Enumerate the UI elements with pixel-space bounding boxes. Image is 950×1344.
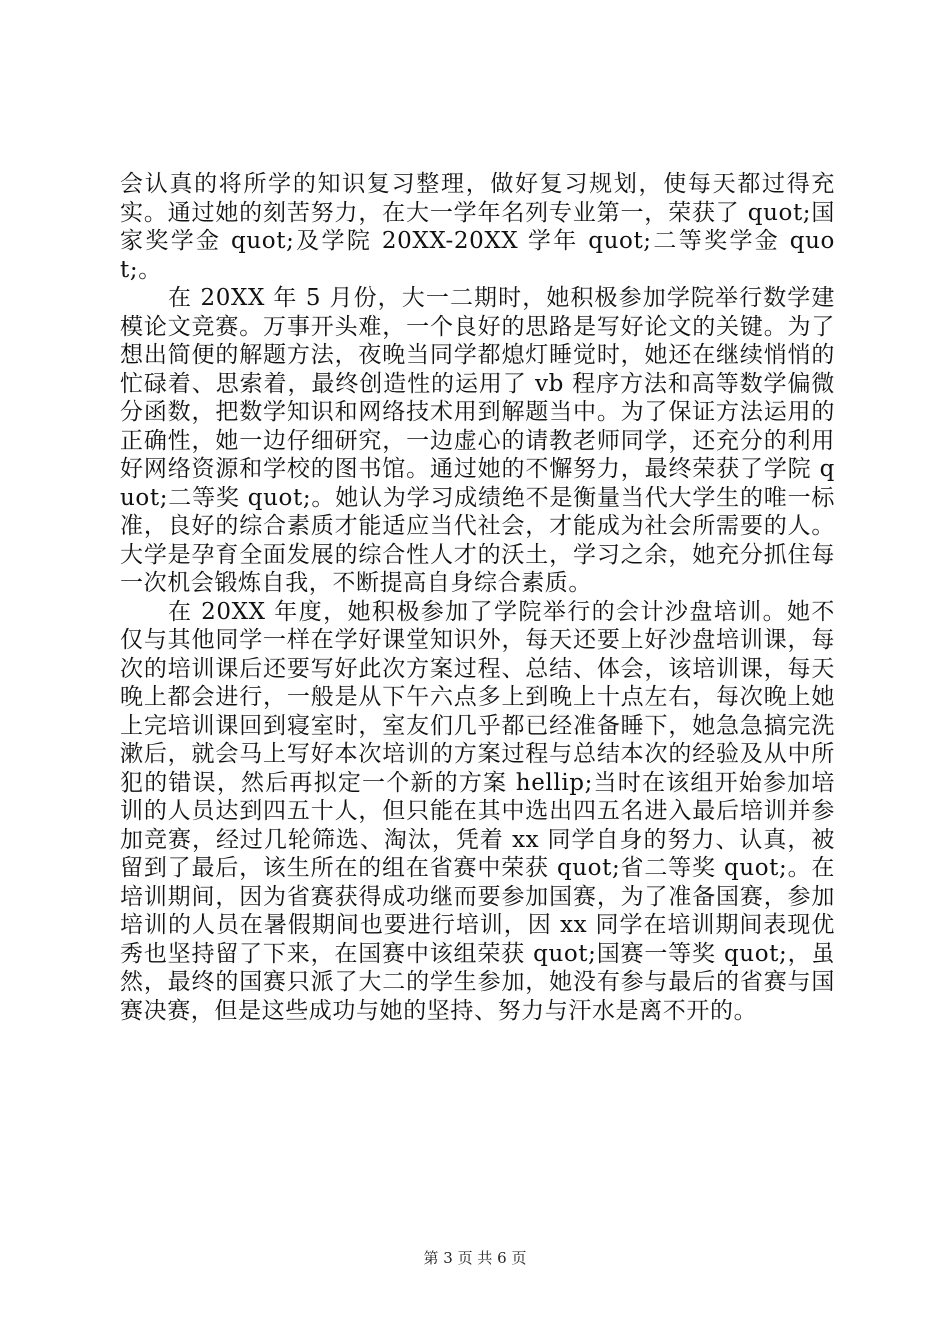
document-body	[120, 170, 835, 1025]
paragraph-2: 在 20XX 年 5 月份，大一二期时，她积极参加学院举行数学建模论文竞赛。万事开头难，一个良好的思路是写好论文的关键。为了想出简便的解题方法，夜晚当同学都熄灯睡觉时，她还在继续悄悄的忙碌着、思索着，最终创造性的运用了 vb 程序方法和高等数学偏微分函数，把数学知识和网络技术用到解题当中。为了保证方法运用的正确性，她一边仔细研究，一边虚心的请教老师同学，还充分的利用好网络资源和学校的图书馆。通过她的不懈努力，最终荣获了学院 quot;二等奖 quot;。她认为学习成绩绝不是衡量当代大学生的唯一标准，良好的综合素质才能适应当代社会，才能成为社会所需要的人。大学是孕育全面发展的综合性人才的沃土，学习之余，她充分抓住每一次机会锻炼自我，不断提高自身综合素质。	[120, 285, 835, 596]
paragraph-3: 在 20XX 年度，她积极参加了学院举行的会计沙盘培训。她不仅与其他同学一样在学好课堂知识外，每天还要上好沙盘培训课，每次的培训课后还要写好此次方案过程、总结、体会，该培训课，每天晚上都会进行，一般是从下午六点多上到晚上十点左右，每次晚上她上完培训课回到寝室时，室友们几乎都已经准备睡下，她急急搞完洗漱后，就会马上写好本次培训的方案过程与总结本次的经验及从中所犯的错误，然后再拟定一个新的方案 hellip;当时在该组开始参加培训的人员达到四五十人，但只能在其中选出四五名进入最后培训并参加竞赛，经过几轮筛选、淘汰，凭着 xx 同学自身的努力、认真，被留到了最后，该生所在的组在省赛中荣获 quot;省二等奖 quot;。在培训期间，因为省赛获得成功继而要参加国赛，为了准备国赛，参加培训的人员在暑假期间也要进行培训，因 xx 同学在培训期间表现优秀也坚持留了下来，在国赛中该组荣获 quot;国赛一等奖 quot;，虽然，最终的国赛只派了大二的学生参加，她没有参与最后的省赛与国赛决赛，但是这些成功与她的坚持、努力与汗水是离不开的。	[120, 598, 835, 1024]
page-number-footer: 第 3 页 共 6 页	[423, 1249, 527, 1267]
paragraph-1: 会认真的将所学的知识复习整理，做好复习规划，使每天都过得充实。通过她的刻苦努力，在大一学年名列专业第一，荣获了 quot;国家奖学金 quot;及学院 20XX-20XX 学年 quot;二等奖学金 quot;。	[120, 171, 835, 283]
